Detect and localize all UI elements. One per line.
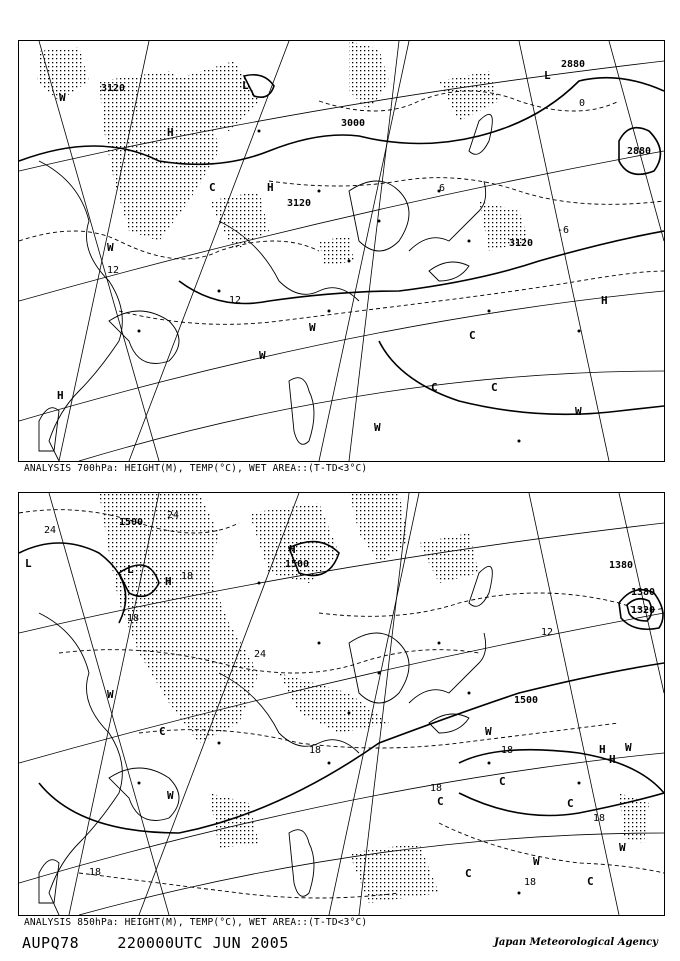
agency-name: Japan Meteorological Agency <box>494 937 658 948</box>
center-marker: W <box>533 855 540 868</box>
center-marker: W <box>619 841 626 854</box>
center-marker: W <box>259 349 266 362</box>
map-panel-700hpa <box>18 40 665 462</box>
center-marker: W <box>167 789 174 802</box>
center-marker: C <box>431 381 438 394</box>
center-marker: W <box>575 405 582 418</box>
center-marker: C <box>499 775 506 788</box>
height-label: 1500 <box>514 695 539 706</box>
map-700hpa-svg <box>19 41 664 461</box>
temperature-label: 24 <box>254 649 267 660</box>
temperature-label: 18 <box>127 613 140 624</box>
center-marker: C <box>567 797 574 810</box>
center-marker: L <box>127 563 134 576</box>
center-marker: H <box>57 389 64 402</box>
temperature-label: 12 <box>541 627 554 638</box>
center-marker: L <box>544 69 551 82</box>
temperature-label: 18 <box>181 571 194 582</box>
height-label: 1500 <box>119 517 144 528</box>
center-marker: C <box>491 381 498 394</box>
center-marker: W <box>485 725 492 738</box>
center-marker: H <box>167 126 174 139</box>
temperature-label: 6 <box>439 183 446 194</box>
height-label: 3120 <box>287 198 312 209</box>
temperature-label: 24 <box>44 525 57 536</box>
height-label: 1320 <box>631 605 656 616</box>
chart-datetime: 220000UTC JUN 2005 <box>117 934 289 952</box>
center-marker: W <box>59 91 66 104</box>
temperature-label: 18 <box>309 745 322 756</box>
center-marker: W <box>625 741 632 754</box>
temperature-label: 12 <box>107 265 120 276</box>
center-marker: H <box>599 743 606 756</box>
center-marker: W <box>374 421 381 434</box>
center-marker: H <box>609 753 616 766</box>
center-marker: C <box>209 181 216 194</box>
temperature-label: 18 <box>524 877 537 888</box>
temperature-label: 18 <box>430 783 443 794</box>
temperature-label: 18 <box>501 745 514 756</box>
chart-id: AUPQ78 <box>22 934 80 952</box>
temperature-label: 0 <box>579 98 586 109</box>
center-marker: W <box>309 321 316 334</box>
center-marker: C <box>469 329 476 342</box>
map-panel-850hpa <box>18 492 665 916</box>
center-marker: C <box>587 875 594 888</box>
height-label: 1380 <box>631 587 656 598</box>
center-marker: L <box>242 79 249 92</box>
center-marker: H <box>267 181 274 194</box>
center-marker: W <box>107 241 114 254</box>
center-marker: C <box>159 725 166 738</box>
height-label: 1380 <box>609 560 634 571</box>
height-label: 1500 <box>285 559 310 570</box>
center-marker: C <box>465 867 472 880</box>
chart-header <box>22 934 289 952</box>
height-label: 2880 <box>627 146 652 157</box>
height-label: 2880 <box>561 59 586 70</box>
height-label: 3000 <box>341 118 366 129</box>
height-label: 3120 <box>509 238 534 249</box>
station-plots <box>138 130 581 443</box>
temperature-label: 18 <box>593 813 606 824</box>
wet-area-stipple <box>99 493 649 903</box>
temperature-label: 24 <box>167 510 180 521</box>
center-marker: W <box>107 688 114 701</box>
temperature-label: 18 <box>89 867 102 878</box>
center-marker: L <box>25 557 32 570</box>
center-marker: H <box>601 294 608 307</box>
map-850hpa-svg <box>19 493 664 915</box>
center-marker: H <box>289 543 296 556</box>
height-label: 3120 <box>101 83 126 94</box>
panel-caption-700hpa: ANALYSIS 700hPa: HEIGHT(M), TEMP(°C), WET AREA::(T-TD<3°C) <box>24 463 368 474</box>
center-marker: H <box>165 575 172 588</box>
temperature-label: 12 <box>229 295 242 306</box>
temperature-label: -6 <box>557 225 570 236</box>
panel-caption-850hpa: ANALYSIS 850hPa: HEIGHT(M), TEMP(°C), WET AREA::(T-TD<3°C) <box>24 917 368 928</box>
center-marker: C <box>437 795 444 808</box>
